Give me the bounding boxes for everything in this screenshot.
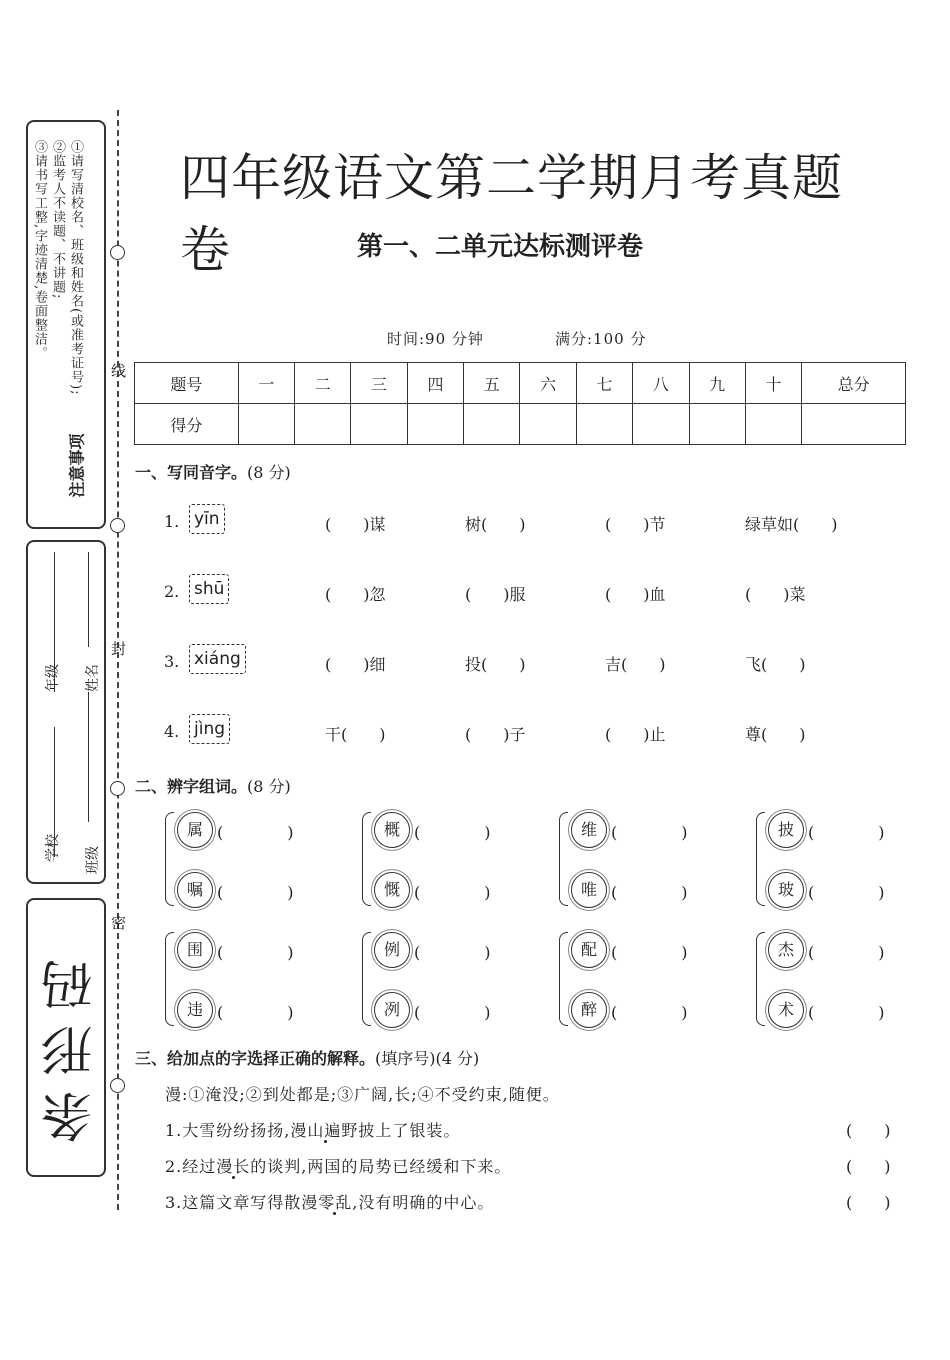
page-subtitle: 第一、二单元达标测评卷	[357, 232, 644, 262]
character-flower: 嘱	[177, 872, 213, 908]
page-title: 四年级语文第二学期月考真题卷	[180, 149, 843, 279]
notice-title: 注意事项	[67, 433, 87, 498]
group-brace	[559, 932, 568, 1026]
score-blank[interactable]	[464, 404, 520, 445]
answer-blank-3[interactable]: ( )	[846, 1193, 891, 1212]
score-cell: 六	[520, 363, 576, 404]
score-blank[interactable]	[238, 404, 294, 445]
score-table	[134, 362, 906, 445]
notice-line-2: ②监考人不读题、不讲题;	[50, 140, 65, 300]
score-blank[interactable]	[351, 404, 407, 445]
word-blank[interactable]: ( )	[217, 823, 294, 842]
group-brace	[165, 932, 174, 1026]
word-blank[interactable]: ( )	[808, 1003, 885, 1022]
notice-line-3: ③请书写工整,字迹清楚,卷面整洁。	[32, 140, 47, 361]
question-2: 2.经过漫长的谈判,两国的局势已经缓和下来。	[165, 1157, 512, 1176]
section1-title-text: 一、写同音字。	[135, 463, 248, 482]
fill-blank-item[interactable]: 绿草如( )	[745, 515, 838, 534]
section3-title-text: 三、给加点的字选择正确的解释。	[135, 1049, 376, 1068]
character-flower: 围	[177, 932, 213, 968]
character-flower: 冽	[374, 992, 410, 1028]
score-cell: 二	[295, 363, 351, 404]
score-cell: 题号	[135, 363, 239, 404]
word-blank[interactable]: ( )	[414, 883, 491, 902]
score-cell: 总分	[802, 363, 906, 404]
character-flower: 披	[768, 812, 804, 848]
emphasis-dot	[333, 1212, 336, 1215]
fill-blank-item[interactable]: ( )止	[605, 725, 666, 744]
section1-score: (8 分)	[247, 463, 291, 482]
notice-line-1: ①请写清校名、班级和姓名(或准考证号);	[68, 140, 83, 396]
section2-score: (8 分)	[247, 777, 291, 796]
binding-hole-2	[110, 518, 125, 533]
score-blank[interactable]	[633, 404, 689, 445]
word-blank[interactable]: ( )	[611, 1003, 688, 1022]
score-blank[interactable]	[689, 404, 745, 445]
character-flower: 违	[177, 992, 213, 1028]
score-cell: 七	[576, 363, 632, 404]
group-brace	[756, 932, 765, 1026]
class-line	[88, 692, 89, 822]
character-flower: 术	[768, 992, 804, 1028]
exam-time: 时间:90 分钟	[387, 330, 484, 348]
character-flower: 醉	[571, 992, 607, 1028]
section3-score: (填序号)(4 分)	[375, 1049, 480, 1068]
word-blank[interactable]: ( )	[414, 1003, 491, 1022]
fill-blank-item[interactable]: ( )谋	[325, 515, 386, 534]
pinyin-box: xiáng	[189, 644, 246, 674]
character-flower: 慨	[374, 872, 410, 908]
barcode-label: 条形码	[42, 945, 102, 1143]
name-line	[88, 552, 89, 647]
word-blank[interactable]: ( )	[414, 943, 491, 962]
cut-line	[117, 110, 119, 1210]
full-score: 满分:100 分	[555, 330, 647, 348]
score-blank[interactable]	[295, 404, 351, 445]
character-flower: 唯	[571, 872, 607, 908]
cut-label-secret: 密	[111, 914, 127, 932]
section2-title-text: 二、辨字组词。	[135, 777, 248, 796]
word-blank[interactable]: ( )	[808, 943, 885, 962]
fill-blank-item[interactable]: ( )服	[465, 585, 526, 604]
pinyin-box: shū	[189, 574, 229, 604]
word-blank[interactable]: ( )	[217, 943, 294, 962]
fill-blank-item[interactable]: ( )子	[465, 725, 526, 744]
fill-blank-item[interactable]: 投( )	[465, 655, 526, 674]
character-flower: 概	[374, 812, 410, 848]
score-row-label: 得分	[135, 404, 239, 445]
word-blank[interactable]: ( )	[808, 823, 885, 842]
fill-blank-item[interactable]: ( )细	[325, 655, 386, 674]
score-cell: 三	[351, 363, 407, 404]
pinyin-box: yīn	[189, 504, 225, 534]
fill-blank-item[interactable]: ( )节	[605, 515, 666, 534]
group-brace	[165, 812, 174, 906]
character-flower: 杰	[768, 932, 804, 968]
fill-blank-item[interactable]: 干( )	[325, 725, 386, 744]
binding-hole-1	[110, 245, 125, 260]
word-blank[interactable]: ( )	[217, 1003, 294, 1022]
fill-blank-item[interactable]: ( )忽	[325, 585, 386, 604]
score-blank[interactable]	[520, 404, 576, 445]
fill-blank-item[interactable]: ( )菜	[745, 585, 806, 604]
group-brace	[756, 812, 765, 906]
score-cell: 十	[745, 363, 801, 404]
word-blank[interactable]: ( )	[611, 883, 688, 902]
row-number: 3.	[164, 652, 180, 671]
score-table-header-row	[135, 363, 906, 404]
row-number: 1.	[164, 512, 180, 531]
definition-line: 漫:①淹没;②到处都是;③广阔,长;④不受约束,随便。	[165, 1085, 560, 1104]
student-info-box	[26, 540, 106, 884]
word-blank[interactable]: ( )	[611, 943, 688, 962]
section2-title	[135, 774, 291, 797]
question-1: 1.大雪纷纷扬扬,漫山遍野披上了银装。	[165, 1121, 461, 1140]
score-cell: 八	[633, 363, 689, 404]
answer-blank-2[interactable]: ( )	[846, 1157, 891, 1176]
character-flower: 维	[571, 812, 607, 848]
character-flower: 配	[571, 932, 607, 968]
character-flower: 例	[374, 932, 410, 968]
score-cell: 四	[407, 363, 463, 404]
score-cell: 一	[238, 363, 294, 404]
score-blank[interactable]	[576, 404, 632, 445]
row-number: 2.	[164, 582, 180, 601]
character-flower: 玻	[768, 872, 804, 908]
character-flower: 属	[177, 812, 213, 848]
word-blank[interactable]: ( )	[611, 823, 688, 842]
score-blank[interactable]	[745, 404, 801, 445]
emphasis-dot	[324, 1140, 327, 1143]
score-blank[interactable]	[407, 404, 463, 445]
fill-blank-item[interactable]: 树( )	[465, 515, 526, 534]
fill-blank-item[interactable]: 飞( )	[745, 655, 806, 674]
fill-blank-item[interactable]: ( )血	[605, 585, 666, 604]
field-grade: 年级	[45, 664, 61, 692]
binding-hole-3	[110, 781, 125, 796]
group-brace	[559, 812, 568, 906]
score-cell: 五	[464, 363, 520, 404]
score-blank[interactable]	[802, 404, 906, 445]
word-blank[interactable]: ( )	[217, 883, 294, 902]
fill-blank-item[interactable]: 吉( )	[605, 655, 666, 674]
group-brace	[362, 932, 371, 1026]
emphasis-dot	[232, 1176, 235, 1179]
question-3: 3.这篇文章写得散漫零乱,没有明确的中心。	[165, 1193, 495, 1212]
pinyin-box: jìng	[189, 714, 230, 744]
word-blank[interactable]: ( )	[808, 883, 885, 902]
score-cell: 九	[689, 363, 745, 404]
word-blank[interactable]: ( )	[414, 823, 491, 842]
answer-blank-1[interactable]: ( )	[846, 1121, 891, 1140]
field-school: 学校	[45, 834, 61, 862]
group-brace	[362, 812, 371, 906]
field-name: 姓名	[85, 664, 101, 692]
cut-label-seal: 封	[111, 640, 127, 658]
section1-title	[135, 460, 291, 483]
row-number: 4.	[164, 722, 180, 741]
field-class: 班级	[85, 846, 101, 874]
cut-label-line: 线	[111, 362, 127, 380]
fill-blank-item[interactable]: 尊( )	[745, 725, 806, 744]
score-table-score-row	[135, 404, 906, 445]
binding-hole-4	[110, 1078, 125, 1093]
section3-title	[135, 1046, 479, 1069]
